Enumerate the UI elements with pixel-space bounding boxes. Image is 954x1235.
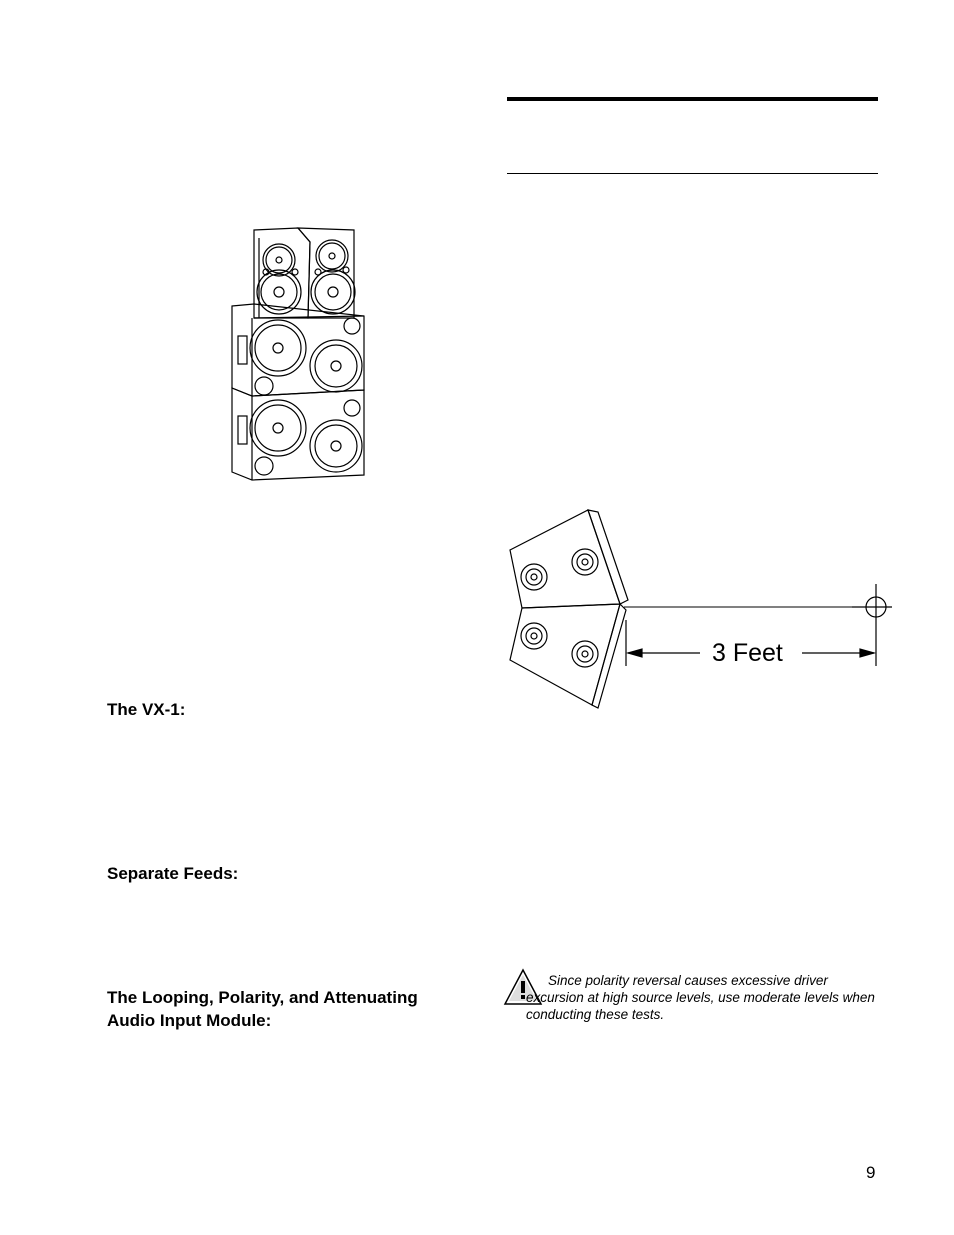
heading-input-module: The Looping, Polarity, and Attenuating Audio Input Module: bbox=[107, 988, 418, 1030]
caution-note bbox=[526, 972, 876, 1023]
upper-array-cabinet bbox=[510, 510, 628, 608]
header-rule-thick bbox=[507, 97, 878, 101]
top-right-cabinet bbox=[298, 228, 355, 318]
header-rule-thin bbox=[507, 173, 878, 174]
heading-separate-feeds: Separate Feeds: bbox=[107, 864, 239, 883]
distance-label: 3 Feet bbox=[712, 639, 783, 667]
page-number: 9 bbox=[866, 1163, 876, 1182]
heading-vx1: The VX-1: bbox=[107, 700, 186, 719]
lower-sub-cabinet bbox=[232, 388, 364, 480]
lower-array-cabinet bbox=[510, 604, 626, 708]
measurement-diagram bbox=[500, 500, 900, 715]
caution-text: Since polarity reversal causes excessive driver excursion at high source levels, use moderate levels when conducting these tests. bbox=[526, 973, 875, 1022]
speaker-stack-illustration bbox=[218, 220, 373, 485]
